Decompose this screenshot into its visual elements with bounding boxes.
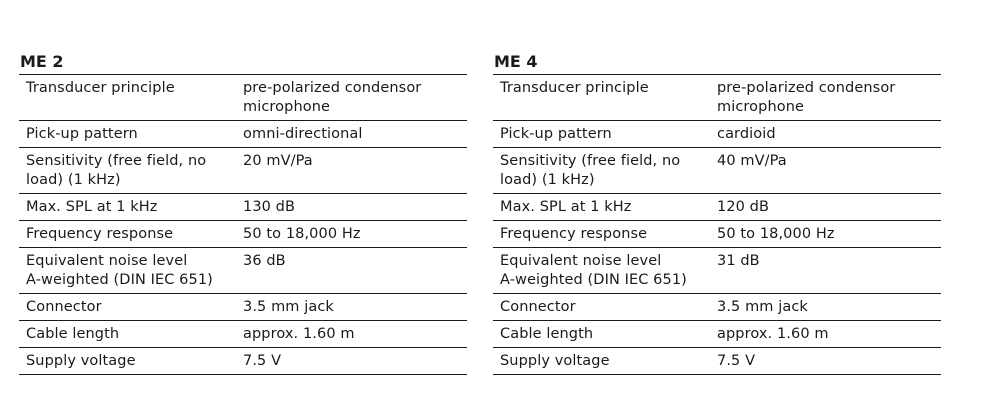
table-row xyxy=(19,294,467,321)
table-row xyxy=(19,148,467,194)
table-row xyxy=(493,321,941,348)
spec-value: 20 mV/Pa xyxy=(243,153,313,169)
spec-label: Transducer principle xyxy=(26,80,175,96)
spec-value: 3.5 mm jack xyxy=(243,299,334,315)
spec-label: Connector xyxy=(500,299,576,315)
spec-value: pre-polarized condensor microphone xyxy=(243,80,422,115)
spec-label: Sensitivity (free field, no load) (1 kHz) xyxy=(26,153,207,188)
spec-value: 36 dB xyxy=(243,253,286,269)
spec-label: Cable length xyxy=(26,326,120,342)
spec-value: approx. 1.60 m xyxy=(717,326,829,342)
spec-label: Max. SPL at 1 kHz xyxy=(26,199,158,215)
spec-value: cardioid xyxy=(717,126,776,142)
spec-value: 40 mV/Pa xyxy=(717,153,787,169)
table-row xyxy=(19,221,467,248)
table-row xyxy=(19,75,467,121)
table-row xyxy=(493,75,941,121)
spec-label: Frequency response xyxy=(500,226,648,242)
spec-rows xyxy=(19,74,467,375)
spec-table-me4 xyxy=(493,52,941,375)
spec-label: Pick-up pattern xyxy=(26,126,138,142)
spec-label: Supply voltage xyxy=(26,353,136,369)
spec-value: 50 to 18,000 Hz xyxy=(717,226,835,242)
spec-value: 7.5 V xyxy=(717,353,756,369)
spec-value: 120 dB xyxy=(717,199,770,215)
spec-label: Transducer principle xyxy=(500,80,649,96)
spec-label: Sensitivity (free field, no load) (1 kHz) xyxy=(500,153,681,188)
table-row xyxy=(493,294,941,321)
spec-value: 3.5 mm jack xyxy=(717,299,808,315)
table-title: ME 4 xyxy=(494,52,538,71)
table-row xyxy=(493,348,941,375)
table-row xyxy=(19,348,467,375)
spec-value: 50 to 18,000 Hz xyxy=(243,226,361,242)
table-row xyxy=(19,248,467,294)
spec-value: 130 dB xyxy=(243,199,296,215)
table-row xyxy=(493,148,941,194)
spec-label: Supply voltage xyxy=(500,353,610,369)
table-row xyxy=(19,321,467,348)
table-row xyxy=(493,221,941,248)
spec-label: Max. SPL at 1 kHz xyxy=(500,199,632,215)
spec-rows xyxy=(493,74,941,375)
spec-label: Equivalent noise level A-weighted (DIN IEC 651) xyxy=(26,253,213,288)
spec-value: 7.5 V xyxy=(243,353,282,369)
spec-value: omni-directional xyxy=(243,126,363,142)
spec-value: 31 dB xyxy=(717,253,760,269)
table-row xyxy=(493,248,941,294)
spec-value: approx. 1.60 m xyxy=(243,326,355,342)
table-row xyxy=(493,194,941,221)
table-row xyxy=(493,121,941,148)
spec-label: Equivalent noise level A-weighted (DIN IEC 651) xyxy=(500,253,687,288)
spec-table-me2 xyxy=(19,52,467,375)
table-title: ME 2 xyxy=(20,52,64,71)
spec-label: Cable length xyxy=(500,326,594,342)
spec-label: Frequency response xyxy=(26,226,174,242)
table-row xyxy=(19,121,467,148)
table-row xyxy=(19,194,467,221)
spec-label: Connector xyxy=(26,299,102,315)
spec-label: Pick-up pattern xyxy=(500,126,612,142)
spec-value: pre-polarized condensor microphone xyxy=(717,80,896,115)
